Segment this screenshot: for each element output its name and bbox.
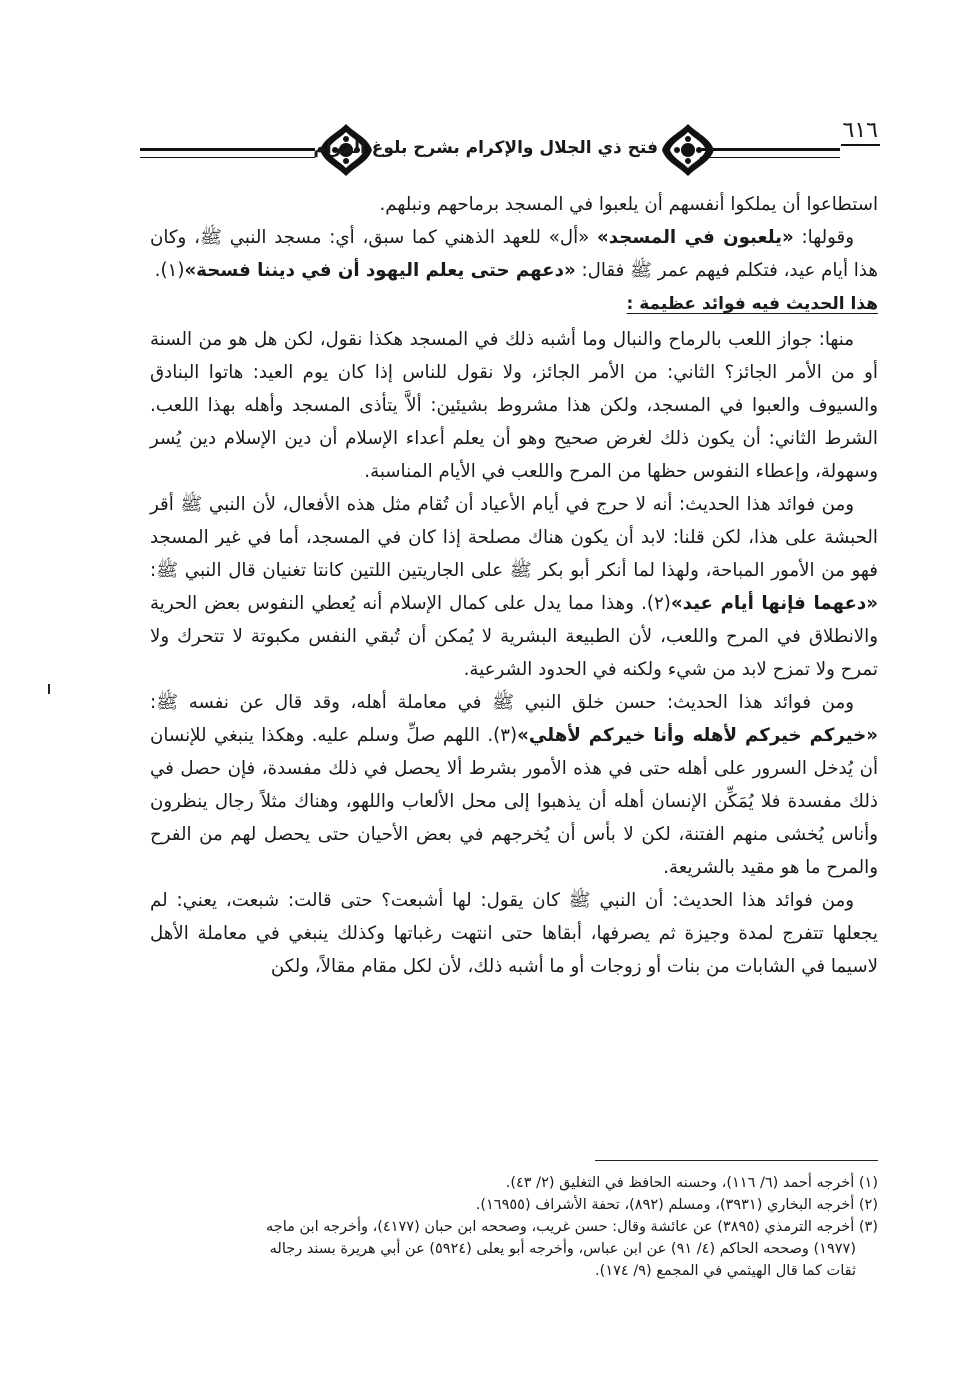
text-run: «أل» للعهد الذهني كما سبق، أي: مسجد النبي ﷺ، وكان هذا أيام عيد، فتكلم فيهم عمر ﷺ فقال:: [150, 227, 878, 281]
text-run: (٣). اللهم صلِّ وسلم عليه. وهكذا ينبغي للإنسان أن يُدخل السرور على أهله حتى في هذه الأمور بشرط ألا يحصل في ذلك مفسدة، فإن حصل في ذلك مفسدة فلا يُمَكِّن الإنسان أهله أن يذهبوا إلى محل الألعاب واللهو، وهناك مثلاً رجال ينظرون وأناس يُخشى منهم الفتنة، لكن لا بأس أن يُخرجهم في بعض الأحيان حتى يحصل لهم من الفرح والمرح ما هو مقيد بالشريعة.: [150, 725, 878, 878]
page-header: [140, 112, 880, 184]
footnote-2: (٢) أخرجه البخاري (٣٩٣١)، ومسلم (٨٩٢)، تحفة الأشراف (١٦٩٥٥).: [475, 1197, 878, 1213]
footnote-1: (١) أخرجه أحمد (٦/ ١١٦)، وحسنه الحافظ في التغليق (٢/ ٤٣).: [505, 1175, 878, 1191]
text-run: ومن فوائد هذا الحديث: حسن خلق النبي ﷺ في معاملة أهله، وقد قال عن نفسه ﷺ:: [150, 692, 854, 713]
text-run: وقولها:: [793, 227, 854, 248]
text-run: هذا الحديث فيه فوائد عظيمة :: [626, 294, 878, 314]
margin-mark: [48, 684, 50, 694]
book-title: فتح ذي الجلال والإكرام بشرح بلوغ المرام: [313, 138, 658, 158]
paragraph: [150, 884, 878, 983]
text-run: ومن فوائد هذا الحديث: أنه لا حرج في أيام الأعياد أن تُقام مثل هذه الأفعال، لأن النبي ﷺ أقر الحبشة على هذا، لكن قلنا: لابد أن يكون هناك مصلحة إذا كان في المسجد، أما في غير المسجد فهو من الأمور المباحة، ولهذا لما أنكر أبو بكر ﷺ على الجاريتين اللتين كانتا تغنيان قال النبي ﷺ:: [150, 494, 878, 581]
quoted-text: «يلعبون في المسجد»: [597, 227, 794, 248]
paragraph: [150, 323, 878, 488]
text-run: استطاعوا أن يملكوا أنفسهم أن يلعبوا في المسجد برماحهم ونبلهم.: [379, 194, 878, 215]
footnotes: [150, 1172, 878, 1282]
footnote-3: (٣) أخرجه الترمذي (٣٨٩٥) عن عائشة وقال: حسن غريب، وصححه ابن حبان (٤١٧٧)، وأخرجه ابن ماجه: [266, 1219, 878, 1235]
footnote-3-continued: (١٩٧٧) وصححه الحاكم (٤/ ٩١) عن ابن عباس، وأخرجه أبو يعلى (٥٩٢٤) عن أبي هريرة بسند رجاله: [269, 1241, 856, 1257]
footnote-separator: [595, 1160, 878, 1161]
paragraph: [150, 188, 878, 221]
quoted-text: «دعهما فإنها أيام عيد»: [670, 593, 878, 614]
paragraph: [150, 488, 878, 686]
footnote-3-continued-2: ثقات كما قال الهيثمي في المجمع (٩/ ١٧٤).: [595, 1263, 856, 1279]
section-heading: [150, 287, 878, 321]
text-run: (١).: [154, 260, 185, 281]
header-rule-right: [700, 148, 840, 158]
quoted-text: «دعهم حتى يعلم اليهود أن في ديننا فسحة»: [184, 260, 576, 281]
paragraph: [150, 686, 878, 884]
main-text: [150, 188, 878, 983]
text-run: ومن فوائد هذا الحديث: أن النبي ﷺ كان يقول: لها أشبعت؟ حتى قالت: شبعت، يعني: لم يجعلها تتفرج لمدة وجيزة ثم يصرفها، أبقاها حتى انتهت رغباتها وكذلك ينبغي في معاملة الأهل لاسيما في الشابات من بنات أو زوجات أو ما أشبه ذلك، لأن لكل مقام مقالاً، ولكن: [150, 890, 878, 977]
header-rule-left: [140, 148, 315, 158]
text-run: (٢). وهذا مما يدل على كمال الإسلام أنه يُعطي النفوس بعض الحرية والانطلاق في المرح واللعب، لأن الطبيعة البشرية لا يُمكن أن تُبقي النفس مكبوتة لا تتحرك ولا تمرح ولا تمزح لابد من شيء ولكنه في الحدود الشرعية.: [150, 593, 878, 680]
page-number: ٦١٦: [841, 118, 880, 146]
paragraph: [150, 221, 878, 287]
text-run: منها: جواز اللعب بالرماح والنبال وما أشبه ذلك في المسجد هكذا نقول، لكن هل هو من السنة أو من الأمر الجائز؟ الثاني: من الأمر الجائز، ولا نقول للناس إذا كان يوم العيد: هاتوا البنادق والسيوف والعبوا في المسجد، ولكن هذا مشروط بشيئين: ألاَّ يتأذى المسجد وأهله بهذا اللعب. الشرط الثاني: أن يكون ذلك لغرض صحيح وهو أن يعلم أعداء الإسلام أن دين الإسلام دين يُسر وسهولة، وإعطاء النفوس حظها من المرح واللعب في الأيام المناسبة.: [150, 329, 878, 482]
quoted-text: «خيركم خيركم لأهله وأنا خيركم لأهلي»: [517, 725, 878, 746]
